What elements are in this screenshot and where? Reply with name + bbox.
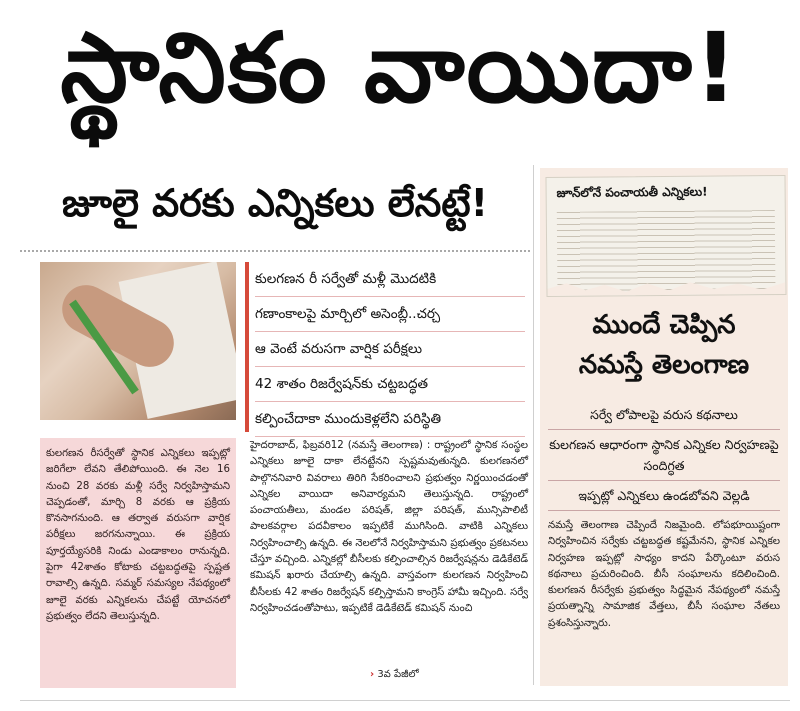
right-point: సర్వే లోపాలపై వరుస కథనాలు bbox=[548, 400, 780, 430]
right-panel-points bbox=[548, 400, 780, 511]
continued-on-page bbox=[370, 668, 419, 682]
dotted-separator bbox=[20, 250, 530, 252]
key-point: కులగణన రీ సర్వేతో మళ్లీ మొదటికి bbox=[255, 262, 525, 297]
article-body bbox=[250, 438, 528, 617]
headline-banner bbox=[0, 0, 800, 160]
subheadline: జూలై వరకు ఎన్నికలు లేనట్టే! bbox=[62, 181, 488, 225]
right-panel-body bbox=[548, 518, 780, 632]
right-panel-title bbox=[540, 305, 788, 385]
right-title-line2: నమస్తే తెలంగాణ bbox=[578, 350, 750, 380]
subheadline-block bbox=[20, 168, 530, 248]
article-text: హైదరాబాద్, ఫిబ్రవరి12 (నమస్తే తెలంగాణ) : రాష్ట్రంలో స్థానిక సంస్థల ఎన్నికలు జూలై దాకా లేనట్టేనని స్పష్టమవుతున్నది. కులగణనలో పాల్గొననివారి వివరాలు తిరిగి సేకరించాలని ప్రభుత్వం నిర్ణయించడంతో ఎన్నికల వాయిదా అనివార్యమని తెలుస్తున్నది. రాష్ట్రంలో పంచాయతీలు, మండల పరిషత్, జిల్లా పరిషత్, మున్సిపాలిటీ పాలకవర్గాల పదవీకాలం ఇప్పటికే ముగిసింది. వాటికి ఎన్నికలు నిర్వహించాల్సి ఉన్నది. ఈ నెలలోనే నిర్వహిస్తామని ప్రభుత్వం ప్రకటనలు చేస్తూ వచ్చింది. ఎన్నికల్లో బీసీలకు కల్పించాల్సిన రిజర్వేషన్లను డెడికేటెడ్ కమిషన్ ఖరారు చేయాల్సి ఉన్నది. వాస్తవంగా కులగణన నిర్వహించి బీసీలకు 42 శాతం రిజర్వేషన్ కల్పిస్తామని కాంగ్రెస్ హామీ ఇచ్చింది. సర్వే నిర్వహించడంతోపాటు, ఇప్పటికే డెడికేటెడ్ కమిషన్ నుంచి bbox=[250, 440, 528, 614]
continue-arrow-icon: › bbox=[370, 669, 375, 680]
key-point: కల్పించేదాకా ముందుకెళ్లలేని పరిస్థితి bbox=[255, 402, 525, 437]
summary-sidebar bbox=[40, 438, 236, 688]
right-point: కులగణన ఆధారంగా స్థానిక ఎన్నికల నిర్వహణపై సందిగ్ధత bbox=[548, 430, 780, 481]
bottom-rule bbox=[20, 700, 790, 701]
continue-label: 3వ పేజీలో bbox=[377, 669, 419, 680]
right-title-line1: ముందే చెప్పిన bbox=[592, 310, 736, 340]
ballot-finger-photo bbox=[40, 262, 236, 420]
key-point: ఆ వెంటే వరుసగా వార్షిక పరీక్షలు bbox=[255, 332, 525, 367]
summary-text: కులగణన రీసర్వేతో స్థానిక ఎన్నికలు ఇప్పట్లో జరిగేలా లేవని తేలిపోయింది. ఈ నెల 16 నుంచి 28 వరకు మళ్లీ సర్వే నిర్వహిస్తామని చెప్పడంతో, మార్చి 8 వరకు ఆ ప్రక్రియ కొనసాగనుంది. ఆ తర్వాత వరుసగా వార్షిక పరీక్షలు జరగనున్నాయి. ఈ ప్రక్రియ పూర్తయ్యేసరికి నిండు ఎండాకాలం రానున్నది. పైగా 42శాతం కోటాకు చట్టబద్ధతపై స్పష్టత రావాల్సి ఉన్నది. సమ్మర్ సమస్యల నేపథ్యంలో జూలై వరకు ఎన్నికలను చేపట్టే యోచనలో ప్రభుత్వం లేదని తెలుస్తున్నది. bbox=[46, 448, 230, 622]
right-point: ఇప్పట్లో ఎన్నికలు ఉండబోవని వెల్లడి bbox=[548, 481, 780, 511]
key-points-list bbox=[255, 262, 525, 437]
right-body-text: నమస్తే తెలంగాణ చెప్పిందే నిజమైంది. లోపభూయిష్టంగా నిర్వహించిన సర్వేకు చట్టబద్ధత కష్టమేనని, స్థానిక ఎన్నికల నిర్వహణ ఇప్పట్లో సాధ్యం కాదని పేర్కొంటూ వరుస కథనాలు ప్రచురించింది. బీసీ సంఘాలను కదిలించింది. కులగణన రీసర్వేకు ప్రభుత్వం సిద్ధమైన నేపథ్యంలో నమస్తే ప్రయత్నాన్ని సామాజిక వేత్తలు, బీసీ సంఘాల నేతలు ప్రశంసిస్తున్నారు. bbox=[548, 520, 780, 629]
newspaper-clipping bbox=[545, 175, 786, 297]
clipping-title: జూన్‌లోనే పంచాయతీ ఎన్నికలు! bbox=[556, 184, 708, 200]
key-point: గణాంకాలపై మార్చిలో అసెంబ్లీ..చర్చ bbox=[255, 297, 525, 332]
headline: స్థానికం వాయిదా! bbox=[60, 12, 740, 124]
key-point: 42 శాతం రిజర్వేషన్‌కు చట్టబద్ధత bbox=[255, 367, 525, 402]
clipping-text-lines bbox=[557, 210, 776, 292]
column-divider bbox=[533, 165, 534, 685]
